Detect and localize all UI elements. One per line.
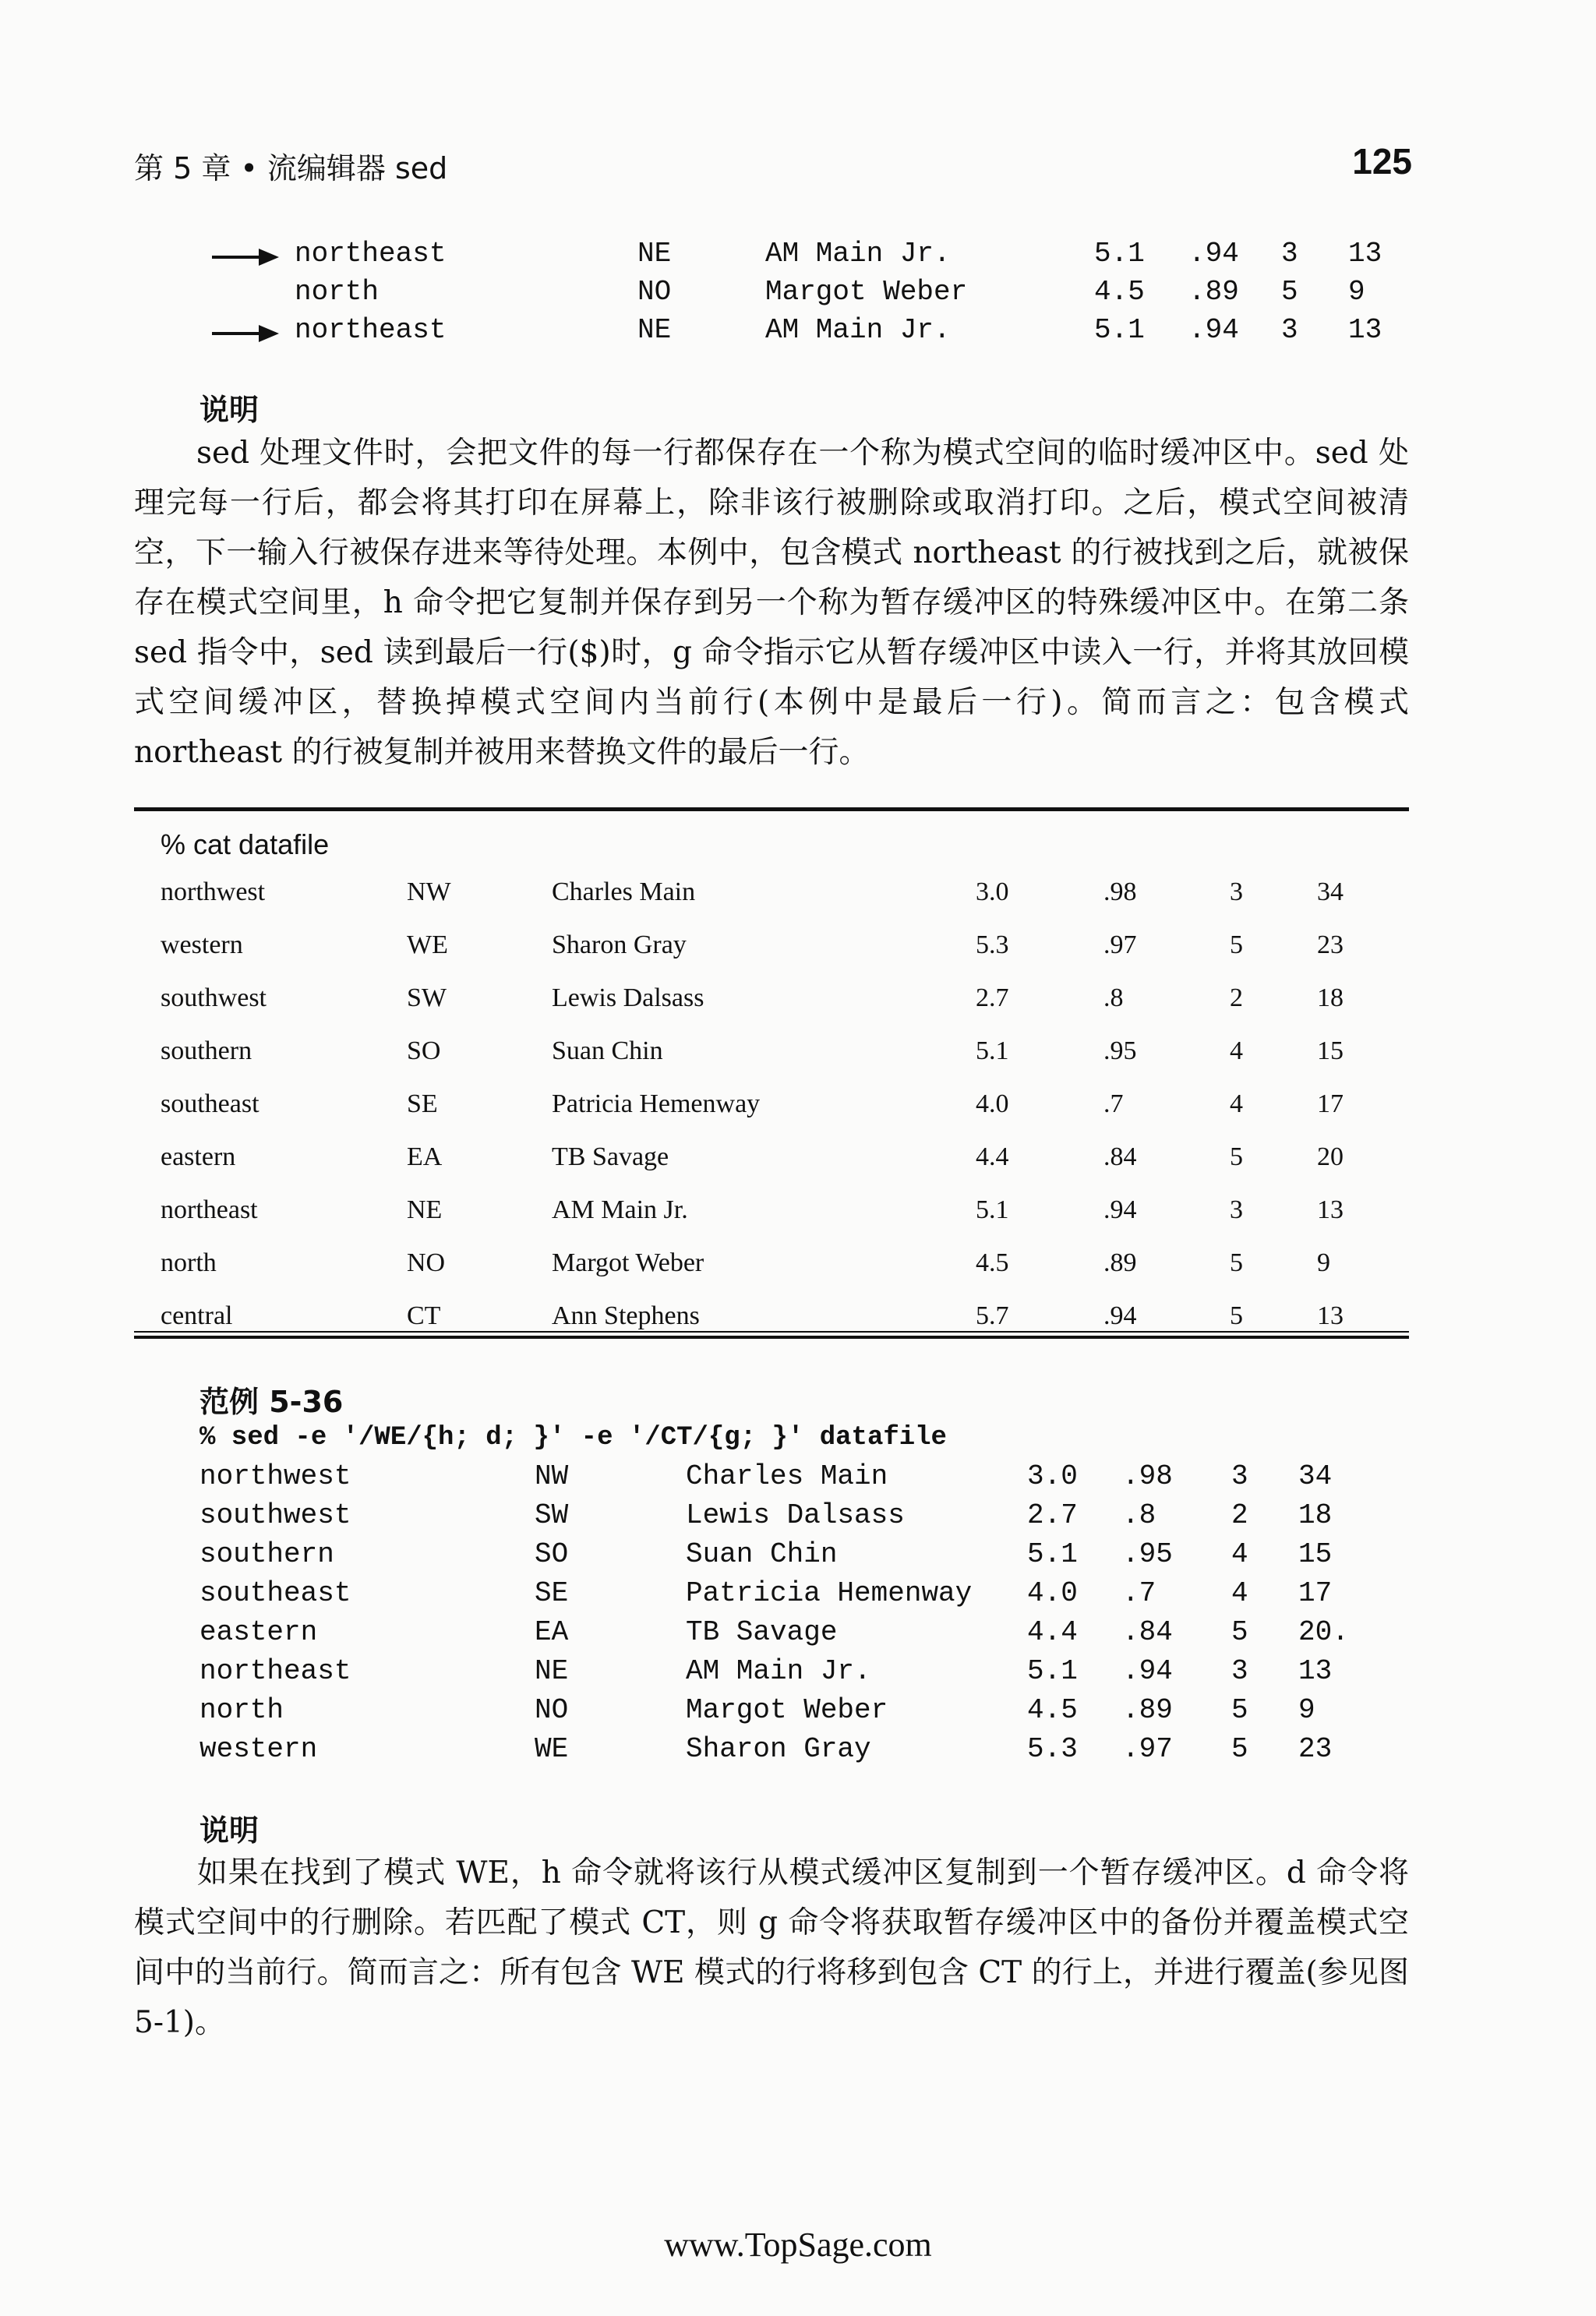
bottom-rule	[134, 1336, 1409, 1339]
table-row: northwest NW Charles Main 3.0 .98 3 34	[161, 877, 1344, 906]
top-rule	[134, 807, 1409, 811]
bottom-rule	[134, 1331, 1409, 1333]
output-row: north NO Margot Weber 4.5 .89 5 9	[200, 1694, 1315, 1726]
table-row: northeast NE AM Main Jr. 5.1 .94 3 13	[161, 1195, 1344, 1224]
output-row: eastern EA TB Savage 4.4 .84 5 20.	[200, 1616, 1349, 1648]
page-number: 125	[1352, 141, 1412, 182]
explanation-label: 说明	[200, 1813, 260, 1848]
example-command: % sed -e '/WE/{h; d; }' -e '/CT/{g; }' datafile	[200, 1423, 947, 1453]
explanation-paragraph: sed 处理文件时，会把文件的每一行都保存在一个称为模式空间的临时缓冲区中。sed 处理完每一行后，都会将其打印在屏幕上，除非该行被删除或取消打印。之后，模式空间被清空，下一输入行被保存进来等待处理。本例中，包含模式 northeast 的行被找到之后，就被保存在模式空间里，h 命令把它复制并保存到另一个称为暂存缓冲区的特殊缓冲区中。在第二条 sed 指令中，sed 读到最后一行($)时，g 命令指示它从暂存缓冲区中读入一行，并将其放回模式空间缓冲区，替换掉模式空间内当前行(本例中是最后一行)。简而言之：包含模式 northeast 的行被复制并被用来替换文件的最后一行。	[134, 436, 1409, 770]
table-row: southern SO Suan Chin 5.1 .95 4 15	[161, 1036, 1344, 1065]
output-row: north NO Margot Weber 4.5 .89 5 9	[295, 276, 1365, 308]
datafile-command: % cat datafile	[161, 828, 330, 860]
table-row: western WE Sharon Gray 5.3 .97 5 23	[161, 930, 1344, 959]
output-row: southwest SW Lewis Dalsass 2.7 .8 2 18	[200, 1499, 1333, 1531]
arrow-icon	[212, 314, 282, 353]
output-row: southeast SE Patricia Hemenway 4.0 .7 4 17	[200, 1577, 1333, 1609]
table-row: north NO Margot Weber 4.5 .89 5 9	[161, 1248, 1330, 1277]
table-row: southwest SW Lewis Dalsass 2.7 .8 2 18	[161, 983, 1344, 1012]
arrow-icon	[212, 238, 282, 277]
table-row: central CT Ann Stephens 5.7 .94 5 13	[161, 1301, 1344, 1330]
output-row: northeast NE AM Main Jr. 5.1 .94 3 13	[0, 238, 1596, 277]
table-row: southeast SE Patricia Hemenway 4.0 .7 4 17	[161, 1089, 1344, 1118]
output-row: southern SO Suan Chin 5.1 .95 4 15	[200, 1538, 1333, 1570]
chapter-header: 第 5 章 • 流编辑器 sed	[134, 151, 448, 185]
output-row: northwest NW Charles Main 3.0 .98 3 34	[200, 1460, 1333, 1492]
footer-url: www.TopSage.com	[664, 2226, 932, 2264]
table-row: eastern EA TB Savage 4.4 .84 5 20	[161, 1142, 1344, 1171]
example-title: 范例 5-36	[200, 1385, 344, 1419]
output-row: northeast NE AM Main Jr. 5.1 .94 3 13	[200, 1655, 1333, 1687]
explanation-label: 说明	[200, 393, 260, 427]
explanation-paragraph: 如果在找到了模式 WE，h 命令就将该行从模式缓冲区复制到一个暂存缓冲区。d 命令将模式空间中的行删除。若匹配了模式 CT，则 g 命令将获取暂存缓冲区中的备份并覆盖模式空间中的当前行。简而言之：所有包含 WE 模式的行将移到包含 CT 的行上，并进行覆盖(参见图 5-1)。	[134, 1855, 1409, 2040]
output-row: western WE Sharon Gray 5.3 .97 5 23	[200, 1733, 1333, 1765]
output-row: northeast NE AM Main Jr. 5.1 .94 3 13	[0, 314, 1596, 353]
